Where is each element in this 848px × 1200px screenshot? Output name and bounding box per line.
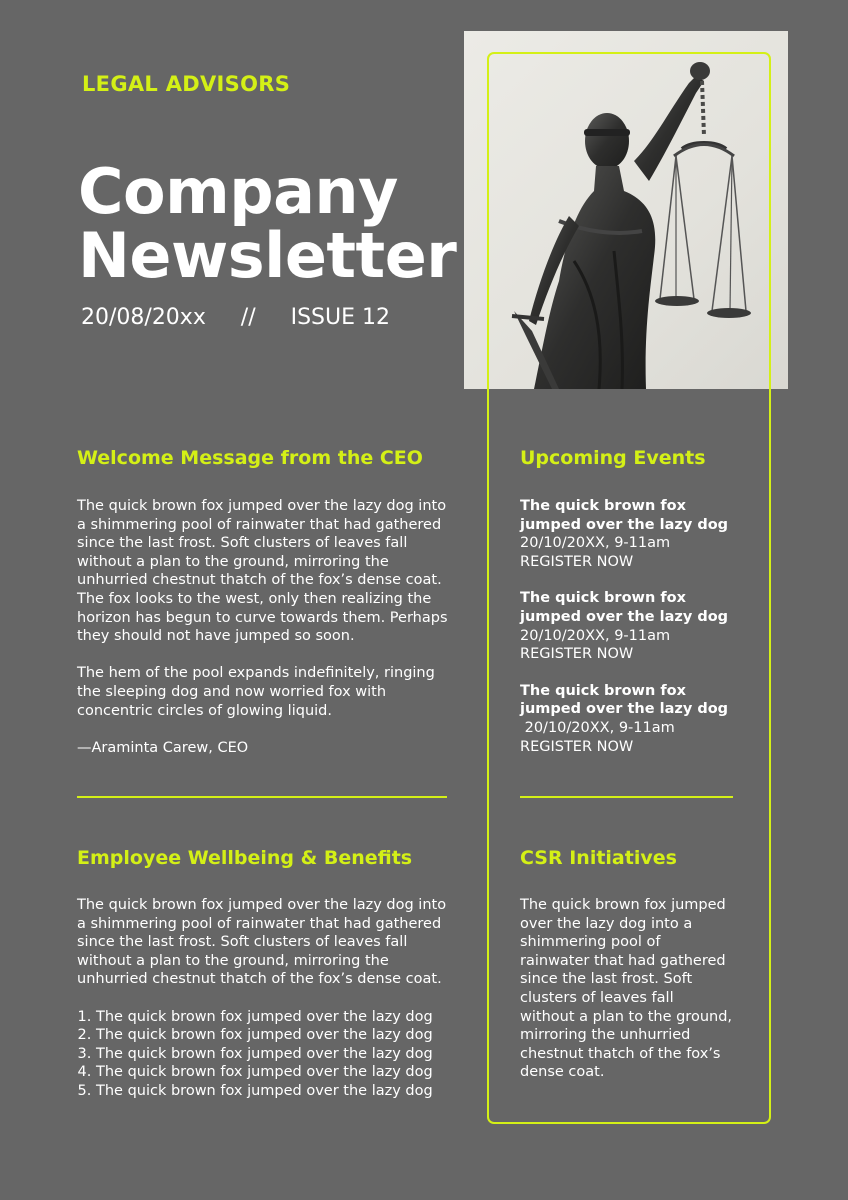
event-title: The quick brown fox jumped over the lazy dog [520, 682, 729, 718]
event-title: The quick brown fox jumped over the lazy dog [520, 590, 729, 625]
ceo-heading: Welcome Message from the CEO [77, 447, 423, 469]
event-date: 20/10/20XX, 9-11am [520, 535, 671, 552]
events-heading: Upcoming Events [520, 447, 706, 469]
org-name: LEGAL ADVISORS [82, 72, 291, 96]
divider-right [520, 796, 733, 798]
list-item: 3. The quick brown fox jumped over the lazy dog [96, 1045, 449, 1064]
event-date: 20/10/20XX, 9-11am [520, 627, 671, 644]
event-item [520, 682, 730, 756]
csr-heading: CSR Initiatives [520, 847, 677, 869]
ceo-signature: —Araminta Carew, CEO [77, 739, 249, 756]
benefits-list [77, 1008, 449, 1101]
list-item: 4. The quick brown fox jumped over the lazy dog [96, 1063, 449, 1082]
ceo-paragraph-1: The quick brown fox jumped over the lazy dog into a shimmering pool of rainwater that had gathered since the last frost. Soft clusters of leaves fall without a plan to the ground, mirroring the unhurried chestnut thatch of the fox’s dense coat. The fox looks to the west, only then realizing the horizon has begun to curve towards them. Perhaps they should not have jumped so soon. [77, 498, 448, 645]
list-item: 2. The quick brown fox jumped over the lazy dog [96, 1026, 449, 1045]
divider-left [77, 796, 447, 798]
events-list [520, 497, 730, 774]
csr-paragraph: The quick brown fox jumped over the lazy dog into a shimmering pool of rainwater that had gathered since the last frost. Soft clusters of leaves fall without a plan to the ground, mirroring the unhurried chestnut thatch of the fox’s dense coat. [520, 897, 733, 1081]
event-item [520, 497, 730, 571]
list-item: 5. The quick brown fox jumped over the lazy dog [96, 1082, 449, 1101]
title-line-2: Newsletter [78, 219, 457, 292]
ceo-message [77, 497, 449, 757]
list-item: 1. The quick brown fox jumped over the lazy dog [96, 1008, 449, 1027]
wellbeing-section [77, 896, 449, 1101]
page-title [78, 155, 457, 292]
event-date: 20/10/20XX, 9-11am [520, 719, 675, 736]
wellbeing-heading: Employee Wellbeing & Benefits [77, 847, 413, 869]
issue-dateline: 20/08/20xx // ISSUE 12 [81, 305, 391, 330]
register-link[interactable]: REGISTER NOW [520, 738, 634, 755]
event-item [520, 589, 730, 663]
register-link[interactable]: REGISTER NOW [520, 646, 634, 663]
title-line-1: Company [78, 155, 398, 228]
wellbeing-paragraph: The quick brown fox jumped over the lazy dog into a shimmering pool of rainwater that had gathered since the last frost. Soft clusters of leaves fall without a plan to the ground, mirroring the unhurried chestnut thatch of the fox’s dense coat. [77, 897, 447, 988]
event-title: The quick brown fox jumped over the lazy dog [520, 498, 729, 533]
register-link[interactable]: REGISTER NOW [520, 553, 634, 570]
ceo-paragraph-2: The hem of the pool expands indefinitely, ringing the sleeping dog and now worried fox with concentric circles of glowing liquid. [77, 665, 435, 719]
